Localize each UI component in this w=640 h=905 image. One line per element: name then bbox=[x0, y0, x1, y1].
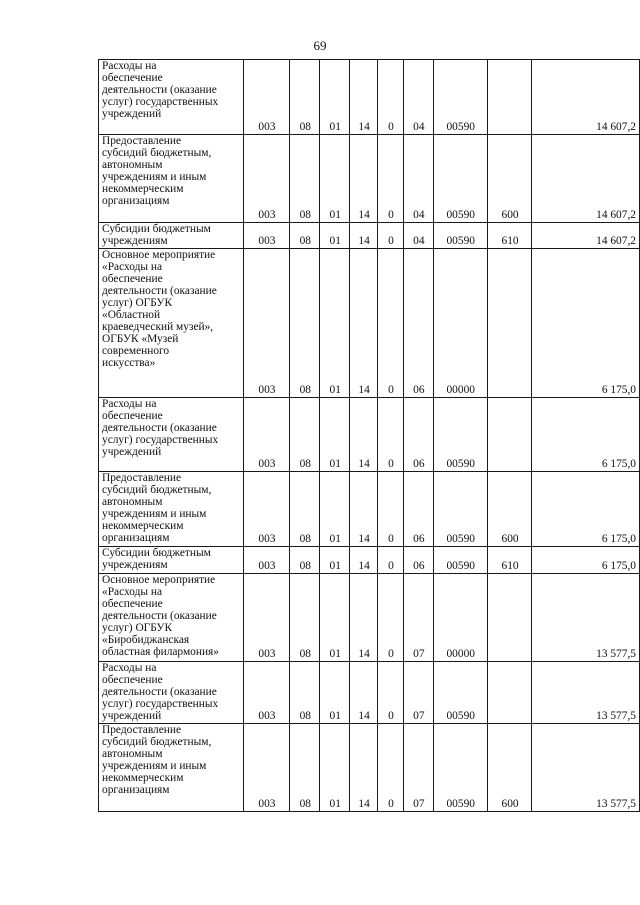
ministry-code-cell: 003 bbox=[243, 574, 290, 662]
row-name-line: обеспечение bbox=[102, 410, 163, 422]
row-name-line: автономным bbox=[102, 159, 163, 171]
event-code-cell: 06 bbox=[403, 398, 433, 472]
subprogram-code-cell: 0 bbox=[378, 574, 404, 662]
row-name-line: современного bbox=[102, 345, 170, 357]
amount-cell: 14 607,2 bbox=[532, 135, 640, 223]
row-name-line: краеведческий музей», bbox=[102, 321, 214, 333]
subprogram-code-cell: 0 bbox=[378, 249, 404, 398]
table-body bbox=[99, 60, 640, 812]
row-name-line: услуг) ОГБУК bbox=[102, 297, 173, 309]
row-name-line: учреждениям bbox=[102, 559, 168, 571]
row-name-line: Расходы на bbox=[102, 398, 157, 410]
event-code-cell: 07 bbox=[403, 724, 433, 812]
event-code-cell: 04 bbox=[403, 60, 433, 135]
program-code-cell: 14 bbox=[350, 60, 378, 135]
program-code-cell: 14 bbox=[350, 223, 378, 249]
subprogram-code-cell: 0 bbox=[378, 60, 404, 135]
program-code-cell: 14 bbox=[350, 547, 378, 574]
amount-cell: 6 175,0 bbox=[532, 472, 640, 547]
row-name-line: некоммерческим bbox=[102, 183, 184, 195]
row-name-line: «Расходы на bbox=[102, 261, 163, 273]
subsection-code-cell: 01 bbox=[320, 223, 350, 249]
program-code-cell: 14 bbox=[350, 472, 378, 547]
row-name-cell bbox=[99, 398, 244, 472]
subprogram-code-cell: 0 bbox=[378, 472, 404, 547]
row-name-line: Основное мероприятие bbox=[102, 574, 216, 586]
subprogram-code-cell: 0 bbox=[378, 724, 404, 812]
row-name-line: обеспечение bbox=[102, 273, 163, 285]
section-code-cell: 08 bbox=[290, 60, 320, 135]
ministry-code-cell: 003 bbox=[243, 547, 290, 574]
event-code-cell: 04 bbox=[403, 223, 433, 249]
direction-code-cell: 00590 bbox=[433, 472, 487, 547]
table-row bbox=[99, 547, 640, 574]
budget-table bbox=[98, 59, 640, 812]
subsection-code-cell: 01 bbox=[320, 135, 350, 223]
row-name-line: областная филармония» bbox=[102, 646, 219, 658]
direction-code-cell: 00590 bbox=[433, 724, 487, 812]
table-row bbox=[99, 223, 640, 249]
row-name-line: Предоставление bbox=[102, 724, 182, 736]
table-row bbox=[99, 135, 640, 223]
row-name-cell bbox=[99, 547, 244, 574]
amount-cell: 6 175,0 bbox=[532, 547, 640, 574]
row-name-line: обеспечение bbox=[102, 598, 163, 610]
direction-code-cell: 00590 bbox=[433, 223, 487, 249]
table-row bbox=[99, 60, 640, 135]
direction-code-cell: 00590 bbox=[433, 60, 487, 135]
subprogram-code-cell: 0 bbox=[378, 398, 404, 472]
event-code-cell: 06 bbox=[403, 547, 433, 574]
ministry-code-cell: 003 bbox=[243, 398, 290, 472]
subprogram-code-cell: 0 bbox=[378, 223, 404, 249]
row-name-cell bbox=[99, 60, 244, 135]
row-name-cell bbox=[99, 223, 244, 249]
ministry-code-cell: 003 bbox=[243, 223, 290, 249]
row-name-line: учреждений bbox=[102, 446, 162, 458]
program-code-cell: 14 bbox=[350, 574, 378, 662]
row-name-cell bbox=[99, 249, 244, 398]
row-name-line: учреждений bbox=[102, 108, 162, 120]
row-name-line: учреждениям и иным bbox=[102, 171, 207, 183]
row-name-line: услуг) государственных bbox=[102, 96, 219, 108]
direction-code-cell: 00000 bbox=[433, 249, 487, 398]
row-name-cell bbox=[99, 472, 244, 547]
table-row bbox=[99, 574, 640, 662]
subsection-code-cell: 01 bbox=[320, 662, 350, 724]
section-code-cell: 08 bbox=[290, 135, 320, 223]
expense-type-cell: 610 bbox=[487, 547, 532, 574]
ministry-code-cell: 003 bbox=[243, 724, 290, 812]
expense-type-cell: 610 bbox=[487, 223, 532, 249]
row-name-cell bbox=[99, 135, 244, 223]
section-code-cell: 08 bbox=[290, 724, 320, 812]
row-name-cell bbox=[99, 662, 244, 724]
row-name-line: «Расходы на bbox=[102, 586, 163, 598]
direction-code-cell: 00590 bbox=[433, 135, 487, 223]
program-code-cell: 14 bbox=[350, 135, 378, 223]
row-name-line: Предоставление bbox=[102, 135, 182, 147]
row-name-line: некоммерческим bbox=[102, 772, 184, 784]
amount-cell: 13 577,5 bbox=[532, 662, 640, 724]
expense-type-cell: 600 bbox=[487, 472, 532, 547]
section-code-cell: 08 bbox=[290, 472, 320, 547]
row-name-line: Расходы на bbox=[102, 60, 157, 72]
row-name-line: обеспечение bbox=[102, 72, 163, 84]
row-name-line: Основное мероприятие bbox=[102, 249, 216, 261]
row-name-line: «Биробиджанская bbox=[102, 634, 190, 646]
event-code-cell: 07 bbox=[403, 662, 433, 724]
row-name-line: организациям bbox=[102, 532, 170, 544]
row-name-line: организациям bbox=[102, 784, 170, 796]
row-name-line: автономным bbox=[102, 748, 163, 760]
row-name-line: Расходы на bbox=[102, 662, 157, 674]
row-name-line: услуг) ОГБУК bbox=[102, 622, 173, 634]
subsection-code-cell: 01 bbox=[320, 60, 350, 135]
table-row bbox=[99, 724, 640, 812]
subsection-code-cell: 01 bbox=[320, 398, 350, 472]
direction-code-cell: 00590 bbox=[433, 398, 487, 472]
table-row bbox=[99, 249, 640, 398]
subsection-code-cell: 01 bbox=[320, 472, 350, 547]
program-code-cell: 14 bbox=[350, 398, 378, 472]
row-name-line: учреждениям и иным bbox=[102, 508, 207, 520]
section-code-cell: 08 bbox=[290, 662, 320, 724]
ministry-code-cell: 003 bbox=[243, 472, 290, 547]
section-code-cell: 08 bbox=[290, 223, 320, 249]
ministry-code-cell: 003 bbox=[243, 249, 290, 398]
expense-type-cell bbox=[487, 60, 532, 135]
table-row bbox=[99, 662, 640, 724]
row-name-line: субсидий бюджетным, bbox=[102, 484, 212, 496]
row-name-line: ОГБУК «Музей bbox=[102, 333, 179, 345]
expense-type-cell: 600 bbox=[487, 724, 532, 812]
ministry-code-cell: 003 bbox=[243, 135, 290, 223]
subprogram-code-cell: 0 bbox=[378, 135, 404, 223]
subsection-code-cell: 01 bbox=[320, 574, 350, 662]
subsection-code-cell: 01 bbox=[320, 724, 350, 812]
row-name-line: организациям bbox=[102, 195, 170, 207]
subsection-code-cell: 01 bbox=[320, 547, 350, 574]
row-name-line: субсидий бюджетным, bbox=[102, 736, 212, 748]
row-name-cell bbox=[99, 574, 244, 662]
row-name-line: «Областной bbox=[102, 309, 161, 321]
section-code-cell: 08 bbox=[290, 574, 320, 662]
expense-type-cell bbox=[487, 574, 532, 662]
section-code-cell: 08 bbox=[290, 547, 320, 574]
expense-type-cell bbox=[487, 398, 532, 472]
amount-cell: 14 607,2 bbox=[532, 223, 640, 249]
row-name-line: учреждениям bbox=[102, 235, 168, 247]
row-name-line: деятельности (оказание bbox=[102, 285, 217, 297]
row-name-line: услуг) государственных bbox=[102, 434, 219, 446]
row-name-line: деятельности (оказание bbox=[102, 686, 217, 698]
program-code-cell: 14 bbox=[350, 724, 378, 812]
row-name-line: услуг) государственных bbox=[102, 698, 219, 710]
page-number: 69 bbox=[313, 38, 327, 53]
direction-code-cell: 00590 bbox=[433, 547, 487, 574]
direction-code-cell: 00590 bbox=[433, 662, 487, 724]
event-code-cell: 04 bbox=[403, 135, 433, 223]
row-name-line: Предоставление bbox=[102, 472, 182, 484]
amount-cell: 13 577,5 bbox=[532, 724, 640, 812]
row-name-cell bbox=[99, 724, 244, 812]
program-code-cell: 14 bbox=[350, 249, 378, 398]
table-row bbox=[99, 472, 640, 547]
row-name-line: деятельности (оказание bbox=[102, 84, 217, 96]
row-name-line: Субсидии бюджетным bbox=[102, 223, 211, 235]
amount-cell: 13 577,5 bbox=[532, 574, 640, 662]
expense-type-cell bbox=[487, 662, 532, 724]
amount-cell: 6 175,0 bbox=[532, 249, 640, 398]
table-row bbox=[99, 398, 640, 472]
expense-type-cell bbox=[487, 249, 532, 398]
row-name-line: автономным bbox=[102, 496, 163, 508]
amount-cell: 14 607,2 bbox=[532, 60, 640, 135]
amount-cell: 6 175,0 bbox=[532, 398, 640, 472]
row-name-line: учреждений bbox=[102, 710, 162, 722]
ministry-code-cell: 003 bbox=[243, 662, 290, 724]
section-code-cell: 08 bbox=[290, 249, 320, 398]
row-name-line: деятельности (оказание bbox=[102, 422, 217, 434]
subprogram-code-cell: 0 bbox=[378, 547, 404, 574]
subsection-code-cell: 01 bbox=[320, 249, 350, 398]
row-name-line: некоммерческим bbox=[102, 520, 184, 532]
row-name-line: учреждениям и иным bbox=[102, 760, 207, 772]
row-name-line: деятельности (оказание bbox=[102, 610, 217, 622]
expense-type-cell: 600 bbox=[487, 135, 532, 223]
program-code-cell: 14 bbox=[350, 662, 378, 724]
subprogram-code-cell: 0 bbox=[378, 662, 404, 724]
event-code-cell: 06 bbox=[403, 472, 433, 547]
row-name-line: искусства» bbox=[102, 357, 156, 369]
row-name-line: обеспечение bbox=[102, 674, 163, 686]
ministry-code-cell: 003 bbox=[243, 60, 290, 135]
section-code-cell: 08 bbox=[290, 398, 320, 472]
event-code-cell: 06 bbox=[403, 249, 433, 398]
event-code-cell: 07 bbox=[403, 574, 433, 662]
row-name-line: субсидий бюджетным, bbox=[102, 147, 212, 159]
row-name-line: Субсидии бюджетным bbox=[102, 547, 211, 559]
direction-code-cell: 00000 bbox=[433, 574, 487, 662]
